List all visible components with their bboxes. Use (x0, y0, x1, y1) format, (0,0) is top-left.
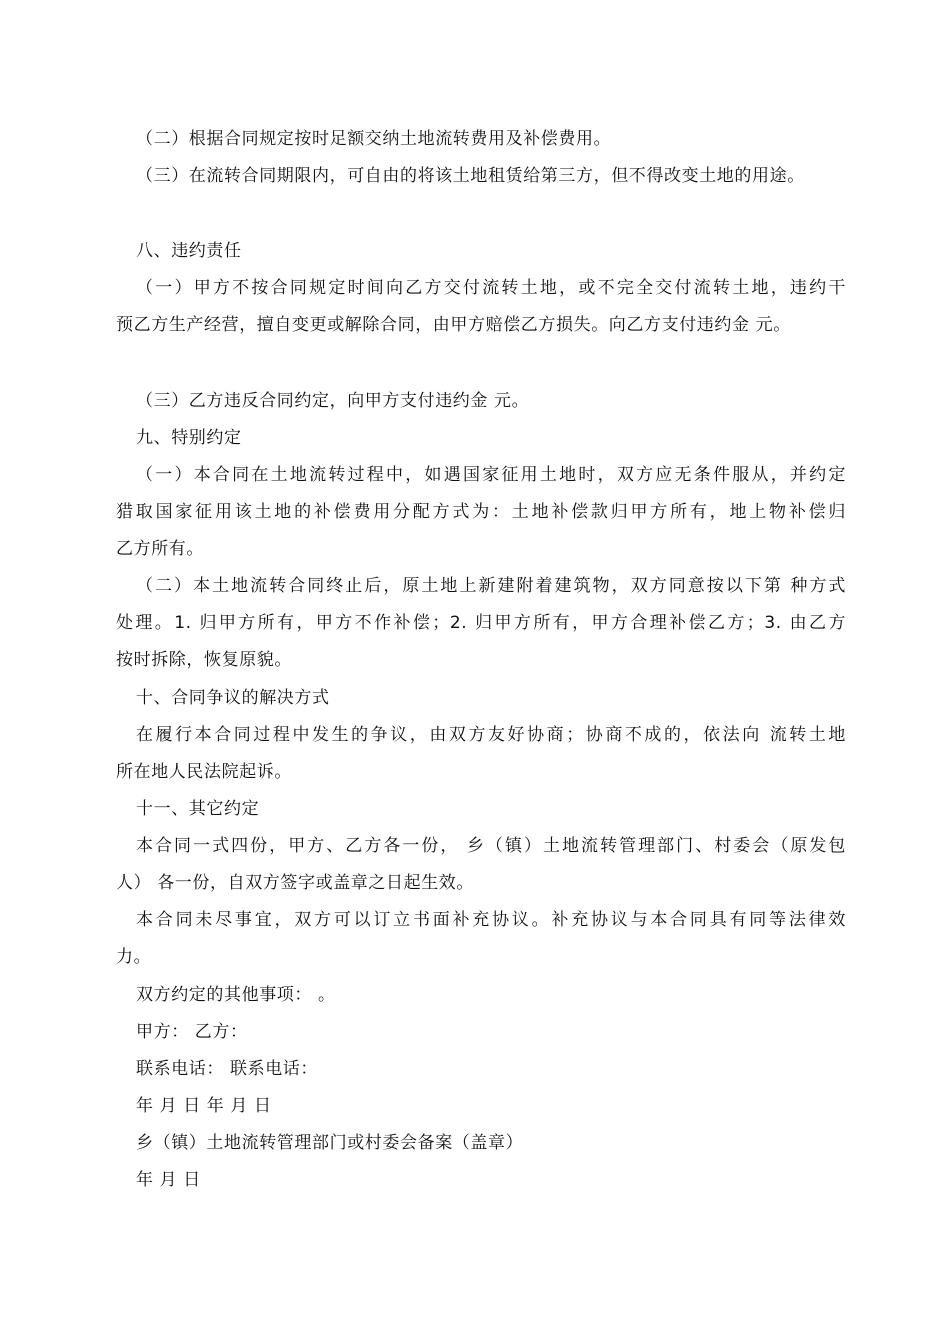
clause-8-1-line-1: （一）甲方不按合同规定时间向乙方交付流转土地，或不完全交付流转土地，违约干 (136, 278, 846, 298)
clause-9-2-line-3: 按时拆除，恢复原貌。 (116, 650, 292, 670)
other-matters: 双方约定的其他事项： 。 (136, 985, 336, 1005)
clause-11-copies-line-2: 人） 各一份，自双方签字或盖章之日起生效。 (116, 873, 475, 893)
section-11-heading: 十一、其它约定 (136, 799, 260, 819)
clause-10-line-2: 所在地人民法院起诉。 (116, 762, 292, 782)
clause-11-supplement-line-1: 本合同未尽事宜，双方可以订立书面补充协议。补充协议与本合同具有同等法律效 (136, 910, 846, 930)
clause-7-2: （二）根据合同规定按时足额交纳土地流转费用及补偿费用。 (136, 129, 612, 149)
section-10-heading: 十、合同争议的解决方式 (136, 688, 330, 708)
clause-9-1-line-3: 乙方所有。 (116, 539, 204, 559)
clause-9-1-line-2: 猎取国家征用该土地的补偿费用分配方式为：土地补偿款归甲方所有，地上物补偿归 (116, 502, 846, 522)
clause-8-1-line-2: 预乙方生产经营，擅自变更或解除合同，由甲方赔偿乙方损失。向乙方支付违约金 元。 (116, 315, 791, 335)
clause-9-2-line-1: （二）本土地流转合同终止后，原土地上新建附着建筑物，双方同意按以下第 种方式 (136, 576, 846, 596)
clause-9-2-line-2: 处理。1. 归甲方所有，甲方不作补偿；2. 归甲方所有，甲方合理补偿乙方；3. 由乙方 (116, 613, 846, 633)
filing-authority: 乡（镇）土地流转管理部门或村委会备案（盖章） (136, 1133, 524, 1153)
filing-date: 年 月 日 (136, 1170, 201, 1190)
section-8-heading: 八、违约责任 (136, 241, 242, 261)
signing-dates: 年 月 日 年 月 日 (136, 1096, 272, 1116)
clause-10-line-1: 在履行本合同过程中发生的争议，由双方友好协商；协商不成的，依法向 流转土地 (136, 725, 846, 745)
party-signatures: 甲方： 乙方： (136, 1022, 248, 1042)
contact-phones: 联系电话： 联系电话： (136, 1059, 319, 1079)
clause-7-3: （三）在流转合同期限内，可自由的将该土地租赁给第三方，但不得改变土地的用途。 (136, 166, 805, 186)
section-9-heading: 九、特别约定 (136, 428, 242, 448)
clause-11-copies-line-1: 本合同一式四份，甲方、乙方各一份， 乡（镇）土地流转管理部门、村委会（原发包 (136, 836, 846, 856)
clause-11-supplement-line-2: 力。 (116, 947, 152, 967)
clause-9-1-line-1: （一）本合同在土地流转过程中，如遇国家征用土地时，双方应无条件服从，并约定 (136, 465, 846, 485)
clause-8-3: （三）乙方违反合同约定，向甲方支付违约金 元。 (136, 391, 530, 411)
